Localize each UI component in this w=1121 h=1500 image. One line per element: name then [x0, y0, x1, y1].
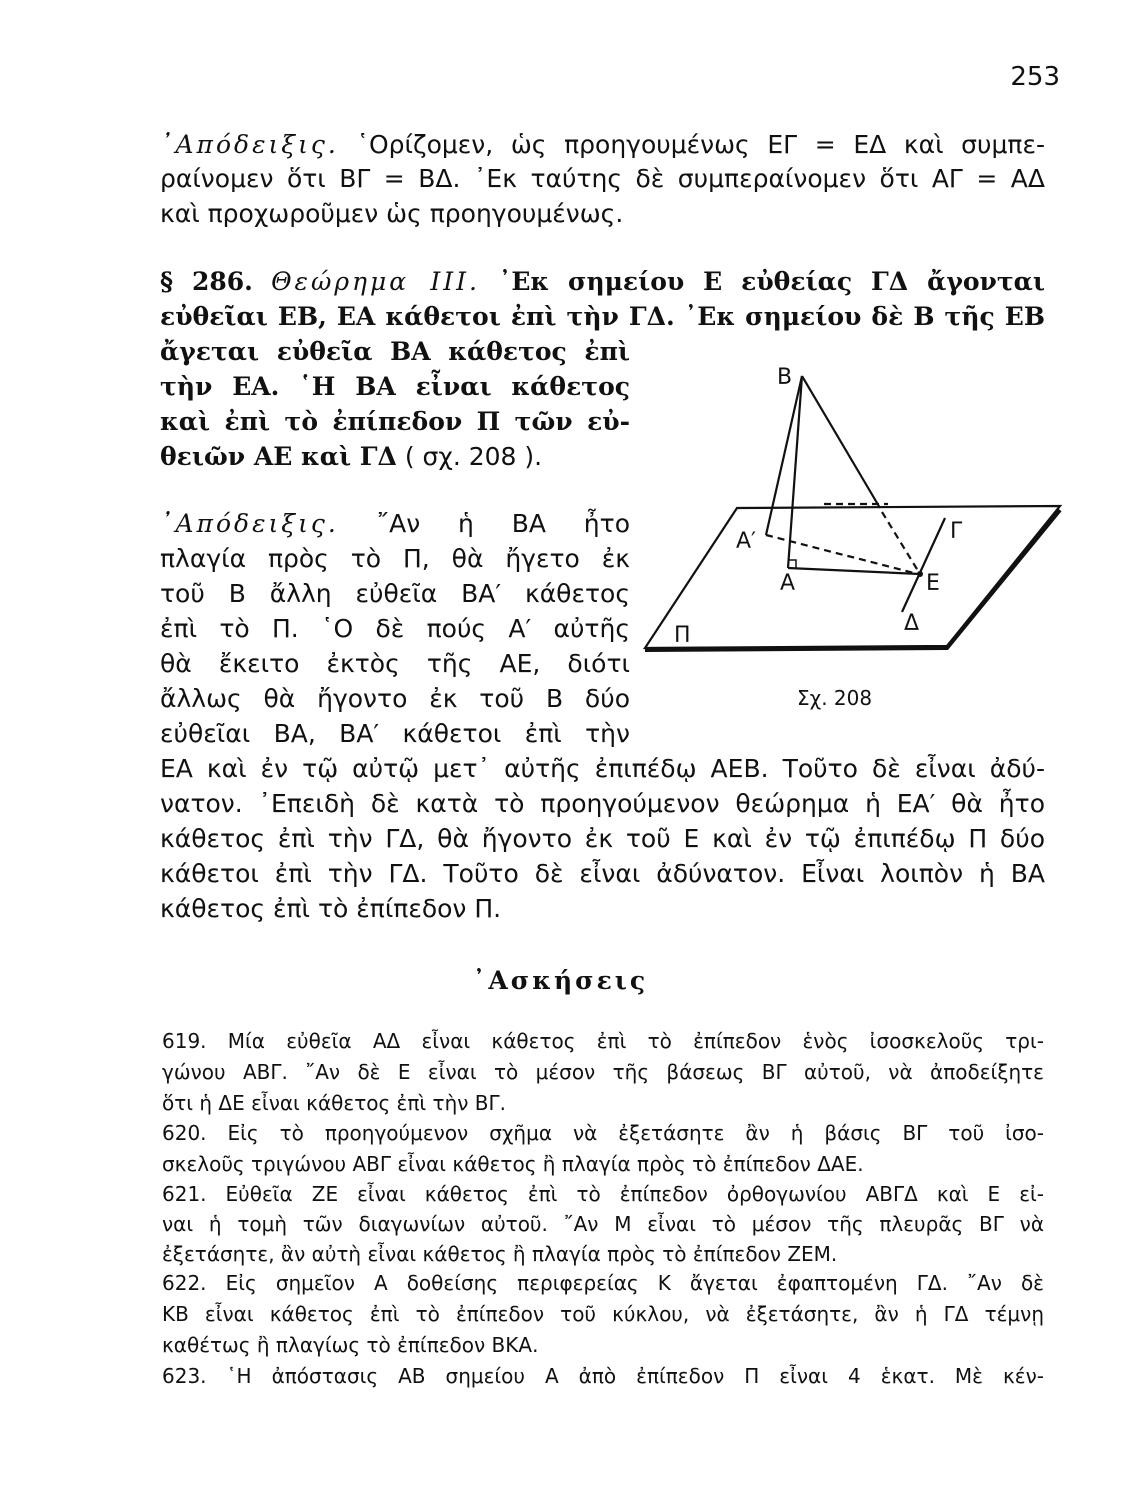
- label-E: Ε: [926, 571, 940, 596]
- proof1-text: ῾Ορίζομεν, ὡς προηγουμένως ΕΓ = ΕΔ καὶ συμπε-: [338, 130, 1045, 159]
- proof2-line: πλαγία πρὸς τὸ Π, θὰ ἤγετο ἐκ: [160, 544, 630, 573]
- exercise-line: ναι ἡ τομὴ τῶν διαγωνίων αὐτοῦ. ῎Αν Μ εἶναι τὸ μέσον τῆς πλευρᾶς ΒΓ νὰ: [162, 1212, 1044, 1236]
- plane-edge: [645, 510, 1060, 650]
- segment-BE-hidden: [882, 512, 920, 574]
- proof1-line-2: ραίνομεν ὅτι ΒΓ = ΒΔ. ᾽Εκ ταύτης δὲ συμπεραίνομεν ὅτι ΑΓ = ΑΔ: [160, 164, 1045, 193]
- exercise-line: γώνου ΑΒΓ. ῎Αν δὲ Ε εἶναι τὸ μέσον τῆς βάσεως ΒΓ αὐτοῦ, νὰ ἀποδείξητε: [162, 1060, 1044, 1084]
- exercise-line: ὅτι ἡ ΔΕ εἶναι κάθετος ἐπὶ τὴν ΒΓ.: [162, 1091, 507, 1115]
- label-B: Β: [777, 365, 793, 390]
- proof2-line: νατον. ᾽Επειδὴ δὲ κατὰ τὸ προηγούμενον θεώρημα ἡ ΕΑ′ θὰ ἦτο: [160, 789, 1045, 818]
- proof2-line: κάθετος ἐπὶ τὴν ΓΔ, θὰ ἤγοντο ἐκ τοῦ Ε καὶ ἐν τῷ ἐπιπέδῳ Π δύο: [160, 824, 1045, 853]
- exercise-line: 621. Εὐθεῖα ΖΕ εἶναι κάθετος ἐπὶ τὸ ἐπίπεδον ὀρθογωνίου ΑΒΓΔ καὶ Ε εἰ-: [162, 1182, 1044, 1206]
- point-E: [917, 571, 923, 577]
- theorem-title: Θεώρημα ΙΙΙ.: [271, 267, 480, 296]
- proof2-line: εὐθεῖαι ΒΑ, ΒΑ′ κάθετοι ἐπὶ τὴν: [160, 719, 630, 748]
- exercise-line: 622. Εἰς σημεῖον Α δοθείσης περιφερείας Κ ἄγεται ἐφαπτομένη ΓΔ. ῎Αν δὲ: [162, 1271, 1044, 1295]
- proof1-line-1: [160, 127, 1045, 163]
- theorem-line-4: τὴν ΕΑ. ῾Η ΒΑ εἶναι κάθετος: [160, 372, 630, 401]
- exercise-line: ἐξετάσητε, ἂν αὐτὴ εἶναι κάθετος ἢ πλαγία πρὸς τὸ ἐπίπεδον ΖΕΜ.: [162, 1242, 838, 1266]
- section-number: § 286.: [160, 267, 253, 296]
- proof2-line: ΕΑ καὶ ἐν τῷ αὐτῷ μετ᾽ αὐτῆς ἐπιπέδῳ ΑΕΒ. Τοῦτο δὲ εἶναι ἀδύ-: [160, 754, 1045, 783]
- proof1-line-3: καὶ προχωροῦμεν ὡς προηγουμένως.: [160, 199, 624, 228]
- figure-reference: ( σχ. 208 ).: [396, 442, 543, 471]
- label-A-prime: Α′: [736, 529, 757, 554]
- proof2-line: θὰ ἔκειτο ἐκτὸς τῆς ΑΕ, διότι: [160, 649, 630, 678]
- plane-pi: [645, 506, 1060, 648]
- exercise-line: 619. Μία εὐθεῖα ΑΔ εἶναι κάθετος ἐπὶ τὸ ἐπίπεδον ἑνὸς ἰσοσκελοῦς τρι-: [162, 1029, 1044, 1053]
- exercise-line: 623. ῾Η ἀπόστασις ΑΒ σημείου Α ἀπὸ ἐπίπεδον Π εἶναι 4 ἑκατ. Μὲ κέν-: [162, 1364, 1044, 1388]
- exercise-line: σκελοῦς τριγώνου ΑΒΓ εἶναι κάθετος ἢ πλαγία πρὸς τὸ ἐπίπεδον ΔΑΕ.: [162, 1152, 864, 1176]
- proof-label: ᾽Απόδειξις.: [160, 130, 339, 159]
- label-A: Α: [780, 571, 796, 596]
- segment-BE-upper: [802, 376, 880, 508]
- theorem-text-end: θειῶν ΑΕ καὶ ΓΔ: [160, 442, 397, 471]
- figure-caption: Σχ. 208: [797, 686, 873, 710]
- theorem-line-1: [160, 264, 1045, 300]
- line-GD: [902, 518, 945, 612]
- exercises-heading: ᾽Ασκήσεις: [472, 966, 649, 995]
- exercise-line: 620. Εἰς τὸ προηγούμενον σχῆμα νὰ ἐξετάσητε ἂν ἡ βάσις ΒΓ τοῦ ἰσο-: [162, 1121, 1044, 1145]
- proof2-line: ἐπὶ τὸ Π. ῾Ο δὲ πούς Α′ αὐτῆς: [160, 614, 630, 643]
- theorem-line-5: καὶ ἐπὶ τὸ ἐπίπεδον Π τῶν εὐ-: [160, 407, 630, 436]
- theorem-line-3: ἄγεται εὐθεῖα ΒΑ κάθετος ἐπὶ: [160, 337, 630, 366]
- proof2-line-1: [160, 506, 630, 542]
- label-D: Δ: [904, 611, 920, 636]
- label-P: Π: [674, 623, 691, 648]
- label-G: Γ: [950, 519, 963, 544]
- proof2-line: ἄλλως θὰ ἤγοντο ἐκ τοῦ Β δύο: [160, 684, 630, 713]
- proof-label: ᾽Απόδειξις.: [160, 509, 339, 538]
- proof2-line: κάθετος ἐπὶ τὸ ἐπίπεδον Π.: [160, 894, 502, 923]
- exercise-line: ΚΒ εἶναι κάθετος ἐπὶ τὸ ἐπίπεδον τοῦ κύκλου, νὰ ἐξετάσητε, ἂν ἡ ΓΔ τέμνῃ: [162, 1302, 1044, 1326]
- exercise-line: καθέτως ἢ πλαγίως τὸ ἐπίπεδον ΒΚΑ.: [162, 1333, 539, 1357]
- theorem-line-6: [160, 439, 630, 475]
- figure-208: [640, 350, 1070, 680]
- proof2-text: ῎Αν ἡ ΒΑ ἦτο: [338, 509, 630, 538]
- theorem-line-2: εὐθεῖαι ΕΒ, ΕΑ κάθετοι ἐπὶ τὴν ΓΔ. ᾽Εκ σημείου δὲ Β τῆς ΕΒ: [160, 302, 1045, 331]
- proof2-line: κάθετοι ἐπὶ τὴν ΓΔ. Τοῦτο δὲ εἶναι ἀδύνατον. Εἶναι λοιπὸν ἡ ΒΑ: [160, 859, 1045, 888]
- theorem-text: ᾽Εκ σημείου Ε εὐθείας ΓΔ ἄγονται: [479, 267, 1046, 296]
- proof2-line: τοῦ Β ἄλλη εὐθεῖα ΒΑ′ κάθετος: [160, 579, 630, 608]
- page-number: 253: [1010, 62, 1060, 92]
